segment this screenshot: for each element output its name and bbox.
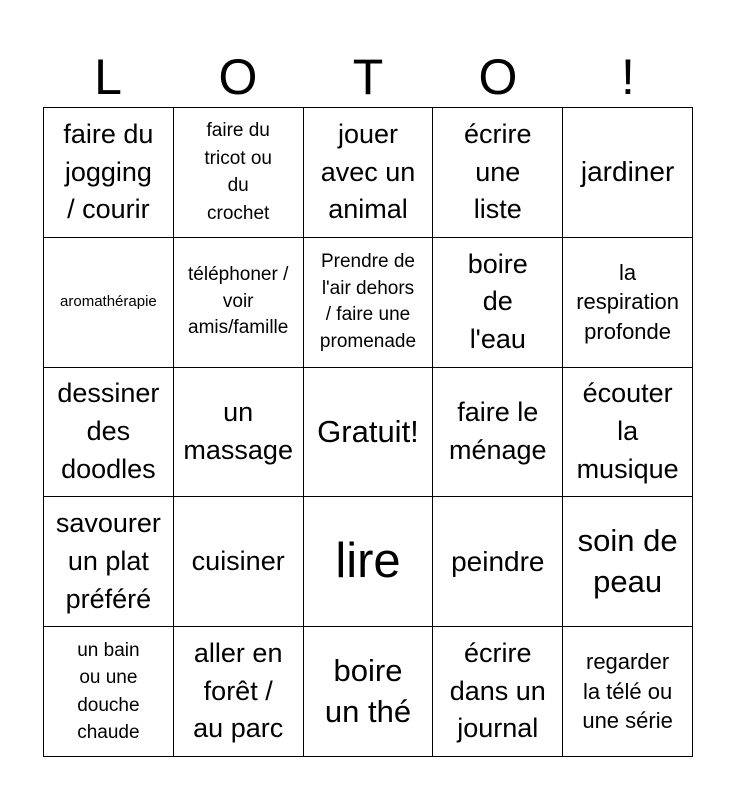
bingo-cell-r3-c4[interactable] — [433, 368, 563, 498]
cell-label: jardiner — [580, 156, 675, 188]
cell-label: un bain ou une douche chaude — [77, 639, 140, 744]
bingo-cell-r1-c2[interactable] — [174, 108, 304, 238]
bingo-cell-r4-c1[interactable] — [44, 497, 174, 627]
bingo-cell-r5-c5[interactable] — [563, 627, 693, 757]
bingo-cell-r3-c1[interactable] — [44, 368, 174, 498]
bingo-cell-r5-c3[interactable] — [304, 627, 434, 757]
bingo-cell-r3-c2[interactable] — [174, 368, 304, 498]
bingo-cell-r4-c4[interactable] — [433, 497, 563, 627]
cell-label: boire de l'eau — [467, 248, 528, 355]
cell-label: faire du jogging / courir — [63, 118, 154, 225]
cell-label: Prendre de l'air dehors / faire une promenade — [319, 251, 417, 352]
cell-label: écouter la musique — [576, 378, 679, 484]
bingo-cell-r2-c1[interactable] — [44, 238, 174, 368]
bingo-cell-r2-c2[interactable] — [174, 238, 304, 368]
bingo-cell-r2-c4[interactable] — [433, 238, 563, 368]
bingo-cell-r1-c4[interactable] — [433, 108, 563, 238]
title-letter-o-2: O — [478, 49, 518, 105]
cell-label: cuisiner — [191, 545, 285, 576]
bingo-cell-r2-c3[interactable] — [304, 238, 434, 368]
bingo-cell-r5-c4[interactable] — [433, 627, 563, 757]
cell-label: jouer avec un animal — [320, 118, 416, 225]
title-letter-o: O — [218, 49, 258, 105]
cell-label: soin de peau — [577, 523, 678, 599]
bingo-cell-r4-c2[interactable] — [174, 497, 304, 627]
cell-label: peindre — [451, 545, 545, 577]
bingo-cell-r5-c1[interactable] — [44, 627, 174, 757]
cell-label: écrire dans un journal — [449, 637, 546, 744]
bingo-cell-r2-c5[interactable] — [563, 238, 693, 368]
cell-label: boire un thé — [324, 653, 412, 729]
bingo-cell-r5-c2[interactable] — [174, 627, 304, 757]
cell-label: regarder la télé ou une série — [582, 649, 673, 734]
cell-label: écrire une liste — [464, 118, 532, 225]
cell-label: la respiration profonde — [576, 259, 679, 345]
cell-label: téléphoner / voir amis/famille — [188, 264, 289, 339]
bingo-cell-r4-c3[interactable] — [304, 497, 434, 627]
bingo-cell-r1-c5[interactable] — [563, 108, 693, 238]
cell-label: dessiner des doodles — [57, 378, 160, 484]
cell-label: aller en forêt / au parc — [193, 637, 284, 744]
cell-label: un massage — [183, 397, 293, 465]
bingo-cell-r3-c5[interactable] — [563, 368, 693, 498]
bingo-cell-r3-c3[interactable] — [304, 368, 434, 498]
bingo-cell-r1-c1[interactable] — [44, 108, 174, 238]
bingo-cell-r1-c3[interactable] — [304, 108, 434, 238]
cell-label: faire le ménage — [449, 397, 547, 465]
title-letter-l: L — [94, 49, 122, 105]
bingo-board — [43, 107, 693, 757]
cell-label: Gratuit! — [317, 413, 419, 449]
cell-label: aromathérapie — [60, 292, 157, 310]
title-letter-t: T — [352, 49, 384, 105]
cell-label: savourer un plat préféré — [55, 508, 161, 614]
bingo-title — [43, 48, 693, 106]
title-letter-exclamation: ! — [621, 49, 635, 105]
cell-label: lire — [335, 534, 401, 589]
cell-label: faire du tricot ou du crochet — [204, 120, 272, 224]
bingo-cell-r4-c5[interactable] — [563, 497, 693, 627]
